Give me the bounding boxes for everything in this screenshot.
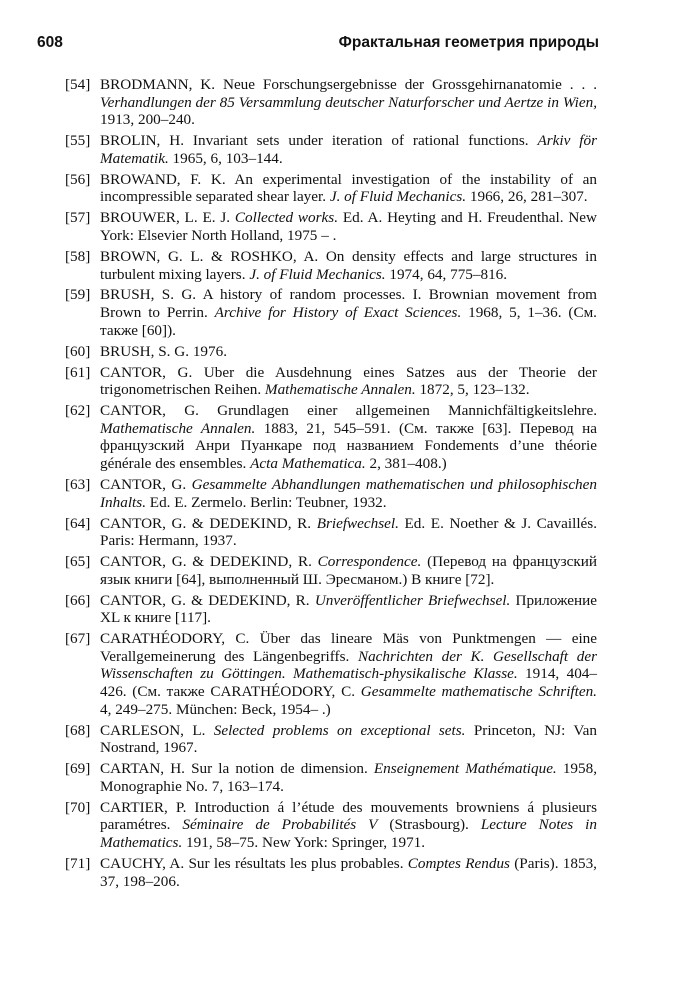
reference-segment: 2, 381–408.) [365,455,447,472]
reference-text [100,515,597,550]
reference-item [65,799,597,852]
reference-title-italic: J. of Fluid Mechanics. [329,188,467,206]
reference-title-italic: Briefwechsel. [316,514,399,532]
reference-text [100,799,597,852]
reference-segment: CANTOR, G. & DEDEKIND, R. [100,591,315,609]
reference-item [65,760,597,795]
reference-title-italic: Nachrichten der K. Gesellschaft der Wissenschaften zu Göttingen. Mathematisch-physikalische Klasse. [100,647,597,683]
reference-segment: BROWN, G. L. & ROSHKO, A. On density effects and large structures in turbulent mixing layers. [100,247,597,283]
reference-item [65,364,597,399]
reference-title-italic: Comptes Rendus [407,854,510,872]
reference-text [100,855,597,890]
reference-title-italic: Lecture Notes in Mathematics. [100,816,597,851]
reference-item [65,209,597,244]
reference-segment: BRUSH, S. G. 1976. [100,342,228,360]
reference-segment: 1958, Monographie No. 7, 163–174. [100,760,598,795]
reference-text [100,343,597,361]
reference-title-italic: J. of Fluid Mechanics. [249,265,386,283]
reference-segment: CANTOR, G. & DEDEKIND, R. [100,553,318,571]
reference-list [65,76,597,894]
reference-segment: BROLIN, H. Invariant sets under iteration of rational functions. [100,132,538,150]
reference-segment: BROWAND, F. K. An experimental investigation of the instability of an incompressible separated shear layer. [100,170,597,206]
reference-segment: BRUSH, S. G. A history of random processes. I. Brownian movement from Brown to Perrin. [100,286,597,322]
reference-segment: CANTOR, G. & DEDEKIND, R. [100,514,317,532]
reference-title-italic: Acta Mathematica. [250,455,366,472]
reference-item [65,553,597,588]
reference-number: [62] [65,402,91,420]
reference-segment: CARATHÉODORY, C. Über das lineare Mäs von Punktmengen — eine Verallgemeinerung des Längenbegriffs. [100,630,597,665]
reference-number: [58] [65,247,91,265]
reference-number: [70] [65,798,91,816]
reference-item [65,855,597,890]
reference-segment: Princeton, NJ: Van Nostrand, 1967. [100,721,597,757]
reference-segment: 4, 249–275. München: Beck, 1954– .) [100,700,331,718]
reference-text [100,364,597,399]
reference-number: [54] [65,76,91,93]
reference-segment: CANTOR, G. Uber die Ausdehnung eines Satzes aus der Theorie der trigonometrischen Reihen. [100,363,597,399]
reference-number: [63] [65,475,91,493]
reference-segment: CANTOR, G. [100,475,192,493]
reference-segment: CAUCHY, A. Sur les résultats les plus probables. [100,854,408,872]
reference-number: [69] [65,760,91,778]
reference-segment: (Strasbourg). [377,816,481,834]
reference-title-italic: Gesammelte mathematische Schriften. [360,683,597,701]
reference-number: [65] [65,553,91,571]
reference-item [65,286,597,339]
reference-text [100,630,597,718]
reference-number: [67] [65,630,91,648]
reference-number: [56] [65,170,91,188]
running-title: Фрактальная геометрия природы [338,34,599,51]
reference-title-italic: Enseignement Mathématique. [373,760,557,778]
reference-segment: (Paris). 1853, 37, 198–206. [100,854,597,890]
reference-item [65,132,597,167]
reference-segment: CARTAN, H. Sur la notion de dimension. [100,760,374,778]
reference-number: [60] [65,342,91,360]
reference-segment: Приложение XL к книге [117]. [100,591,598,627]
reference-segment: 1974, 64, 775–816. [385,265,508,283]
page-number: 608 [37,34,63,51]
reference-title-italic: Gesammelte Abhandlungen mathematischen und philosophischen Inhalts. [100,475,597,511]
reference-title-italic: Verhandlungen der 85 Versammlung deutscher Naturforscher und Aertze in Wien, [100,93,597,111]
reference-text [100,132,597,167]
reference-segment: 1883, 21, 545–591. (См. также [63]. Перевод на французский Анри Пуанкаре под названием Fondements d’une théorie générale des ensembles. [100,419,597,472]
reference-item [65,630,597,718]
reference-number: [55] [65,132,91,150]
reference-text [100,760,597,795]
reference-text [100,209,597,244]
reference-item [65,171,597,206]
reference-text [100,171,597,206]
reference-segment: Ed. A. Heyting and H. Freudenthal. New York: Elsevier North Holland, 1975 – . [100,209,598,244]
reference-text [100,286,597,339]
reference-text [100,76,597,129]
reference-item [65,248,597,283]
reference-title-italic: Collected works. [234,209,338,227]
reference-number: [71] [65,854,91,872]
reference-item [65,476,597,511]
reference-segment: 1965, 6, 103–144. [168,149,283,167]
page-header [37,34,599,52]
reference-item [65,402,597,472]
reference-segment: 1872, 5, 123–132. [415,381,530,399]
reference-number: [68] [65,721,91,739]
reference-title-italic: Arkiv för Matematik. [100,132,597,167]
reference-segment: Ed. E. Zermelo. Berlin: Teubner, 1932. [146,493,387,511]
reference-title-italic: Mathematische Annalen. [100,419,256,437]
reference-segment: 1968, 5, 1–36. (См. также [60]). [100,304,597,339]
reference-number: [64] [65,514,91,532]
reference-segment: 1913, 200–240. [100,111,195,129]
reference-text [100,553,597,588]
reference-number: [57] [65,209,91,227]
reference-title-italic: Unveröffentlicher Briefwechsel. [314,591,511,609]
reference-item [65,343,597,361]
reference-item [65,722,597,757]
reference-title-italic: Selected problems on exceptional sets. [213,721,466,739]
reference-number: [61] [65,363,91,381]
reference-segment: (Перевод на французский язык книги [64], выполненный Ш. Эресманом.) В книге [72]. [100,553,597,588]
reference-segment: 191, 58–75. New York: Springer, 1971. [182,834,426,851]
reference-text [100,592,597,627]
reference-segment: BROUWER, L. E. J. [100,209,235,227]
reference-number: [66] [65,591,91,609]
reference-title-italic: Séminaire de Probabilités V [182,816,378,834]
reference-segment: CARLESON, L. [100,721,214,739]
reference-title-italic: Correspondence. [317,553,422,571]
reference-title-italic: Mathematische Annalen. [264,381,416,399]
reference-segment: CARTIER, P. Introduction á l’étude des mouvements browniens á plusieurs paramétres. [100,798,597,834]
reference-item [65,515,597,550]
reference-segment: 1914, 404–426. (См. также CARATHÉODORY, C. [100,665,597,701]
reference-item [65,592,597,627]
reference-text [100,722,597,757]
reference-number: [59] [65,286,91,304]
reference-item [65,76,597,129]
reference-text [100,402,597,472]
reference-segment: Ed. E. Noether & J. Cavaillés. Paris: Hermann, 1937. [100,514,597,550]
reference-title-italic: Archive for History of Exact Sciences. [214,304,462,322]
reference-text [100,248,597,283]
reference-segment: BRODMANN, K. Neue Forschungsergebnisse der Grossgehirnanatomie . . . [100,76,597,93]
reference-text [100,476,597,511]
reference-segment: 1966, 26, 281–307. [466,188,588,206]
reference-segment: CANTOR, G. Grundlagen einer allgemeinen Mannichfältigkeitslehre. [100,402,597,420]
